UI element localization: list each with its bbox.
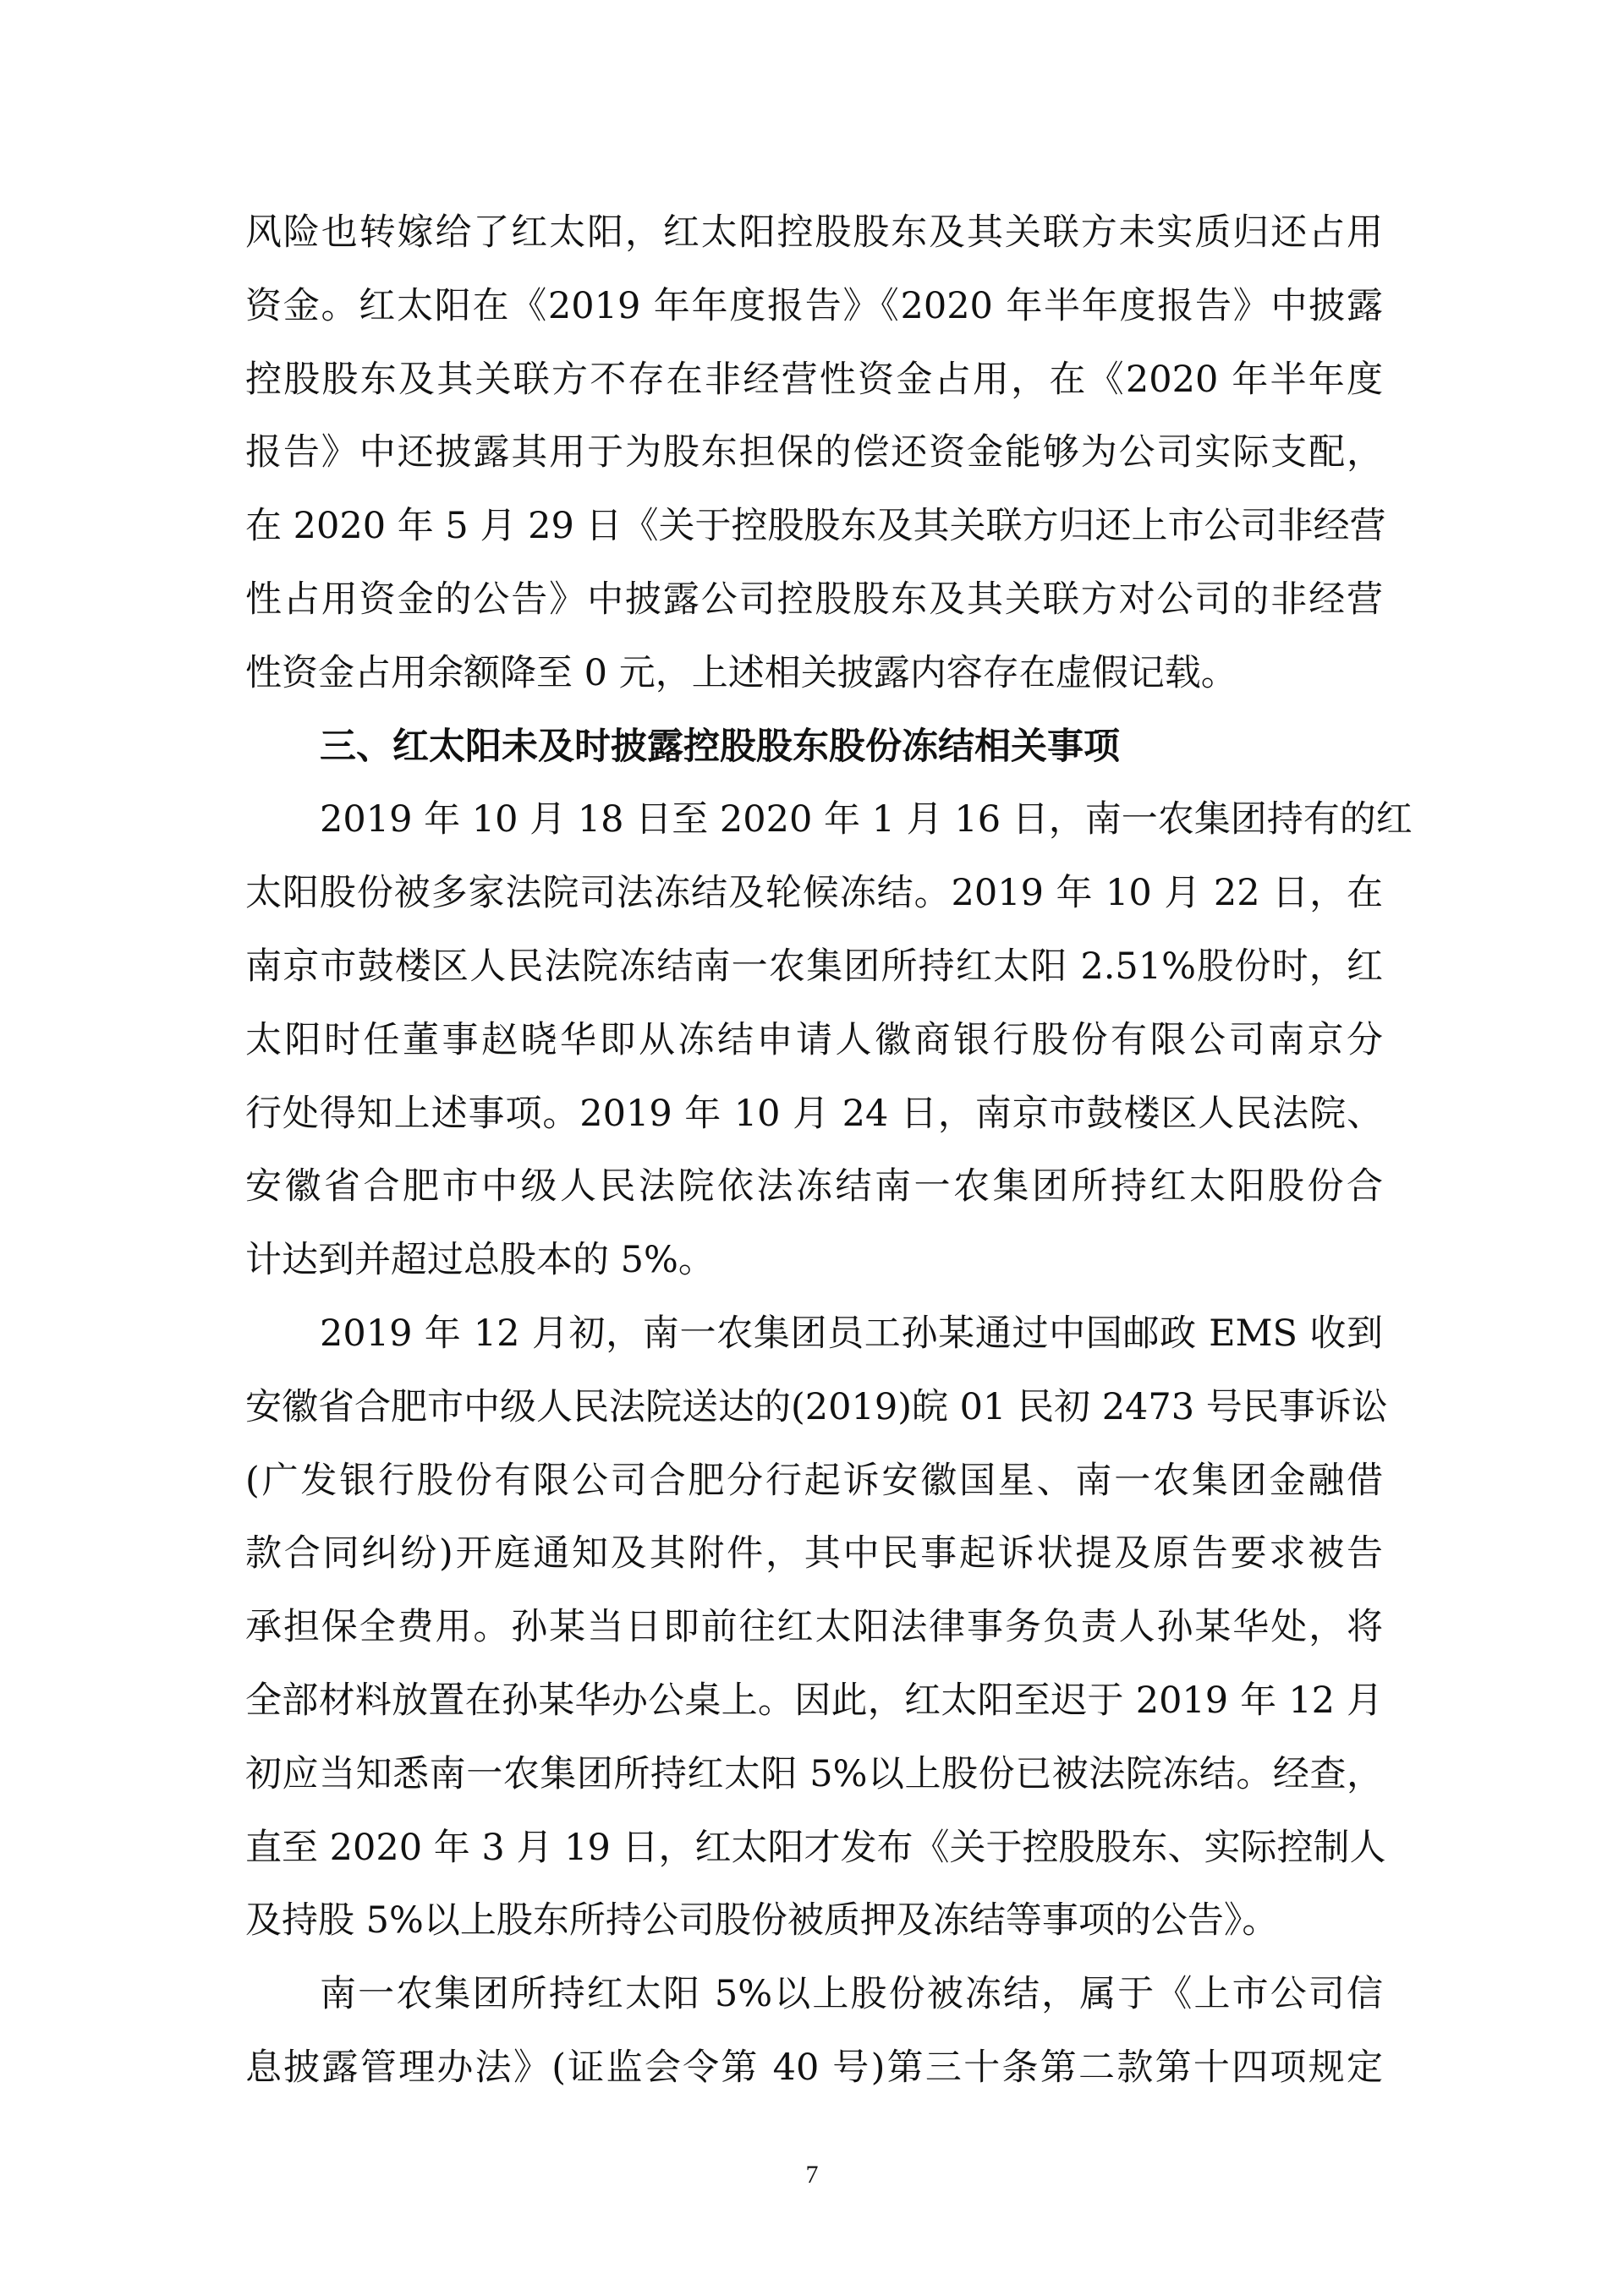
text-line: 承担保全费用。孙某当日即前往红太阳法律事务负责人孙某华处，将 xyxy=(245,1606,1383,1649)
text-line: 行处得知上述事项。2019 年 10 月 24 日，南京市鼓楼区人民法院、 xyxy=(245,1092,1383,1135)
text-line: 安徽省合肥市中级人民法院送达的(2019)皖 01 民初 2473 号民事诉讼 xyxy=(245,1385,1388,1428)
text-line: 资金。红太阳在《2019 年年度报告》《2020 年半年度报告》中披露 xyxy=(245,284,1383,327)
paragraph-2 xyxy=(245,783,1413,1297)
heading-text: 三、红太阳未及时披露控股股东股份冻结相关事项 xyxy=(320,725,1120,768)
text-line: 安徽省合肥市中级人民法院依法冻结南一农集团所持红太阳股份合 xyxy=(245,1165,1383,1208)
text-line: 初应当知悉南一农集团所持红太阳 5%以上股份已被法院冻结。经查， xyxy=(245,1752,1383,1795)
text-line: 2019 年 10 月 18 日至 2020 年 1 月 16 日，南一农集团持有的红 xyxy=(320,798,1413,841)
document-body xyxy=(245,196,1413,2105)
page-number: 7 xyxy=(805,2161,819,2189)
text-line: 在 2020 年 5 月 29 日《关于控股股东及其关联方归还上市公司非经营 xyxy=(245,505,1386,548)
text-line: 直至 2020 年 3 月 19 日，红太阳才发布《关于控股股东、实际控制人 xyxy=(245,1826,1386,1869)
text-line: 息披露管理办法》(证监会令第 40 号)第三十条第二款第十四项规定 xyxy=(245,2046,1383,2089)
text-line: 报告》中还披露其用于为股东担保的偿还资金能够为公司实际支配， xyxy=(245,431,1383,474)
text-line: 太阳股份被多家法院司法冻结及轮候冻结。2019 年 10 月 22 日，在 xyxy=(245,872,1383,915)
text-line: 南一农集团所持红太阳 5%以上股份被冻结，属于《上市公司信 xyxy=(320,1973,1383,2016)
text-line: 性占用资金的公告》中披露公司控股股东及其关联方对公司的非经营 xyxy=(245,578,1383,621)
paragraph-4 xyxy=(245,1958,1383,2105)
text-line: 控股股东及其关联方不存在非经营性资金占用，在《2020 年半年度 xyxy=(245,358,1383,401)
text-line: 全部材料放置在孙某华办公桌上。因此，红太阳至迟于 2019 年 12 月 xyxy=(245,1679,1383,1722)
text-line: 南京市鼓楼区人民法院冻结南一农集团所持红太阳 2.51%股份时，红 xyxy=(245,945,1383,988)
text-line: 性资金占用余额降至 0 元，上述相关披露内容存在虚假记载。 xyxy=(245,651,1237,694)
text-line: 风险也转嫁给了红太阳，红太阳控股股东及其关联方未实质归还占用 xyxy=(245,211,1383,254)
text-line: 太阳时任董事赵晓华即从冻结申请人徽商银行股份有限公司南京分 xyxy=(245,1018,1383,1061)
paragraph-3 xyxy=(245,1297,1388,1958)
section-heading xyxy=(245,710,1383,784)
text-line: 计达到并超过总股本的 5%。 xyxy=(245,1239,715,1282)
paragraph-1 xyxy=(245,196,1386,710)
text-line: 款合同纠纷)开庭通知及其附件，其中民事起诉状提及原告要求被告 xyxy=(245,1532,1383,1575)
text-line: (广发银行股份有限公司合肥分行起诉安徽国星、南一农集团金融借 xyxy=(245,1459,1383,1502)
text-line: 2019 年 12 月初，南一农集团员工孙某通过中国邮政 EMS 收到 xyxy=(320,1312,1383,1355)
text-line: 及持股 5%以上股东所持公司股份被质押及冻结等事项的公告》。 xyxy=(245,1899,1279,1943)
